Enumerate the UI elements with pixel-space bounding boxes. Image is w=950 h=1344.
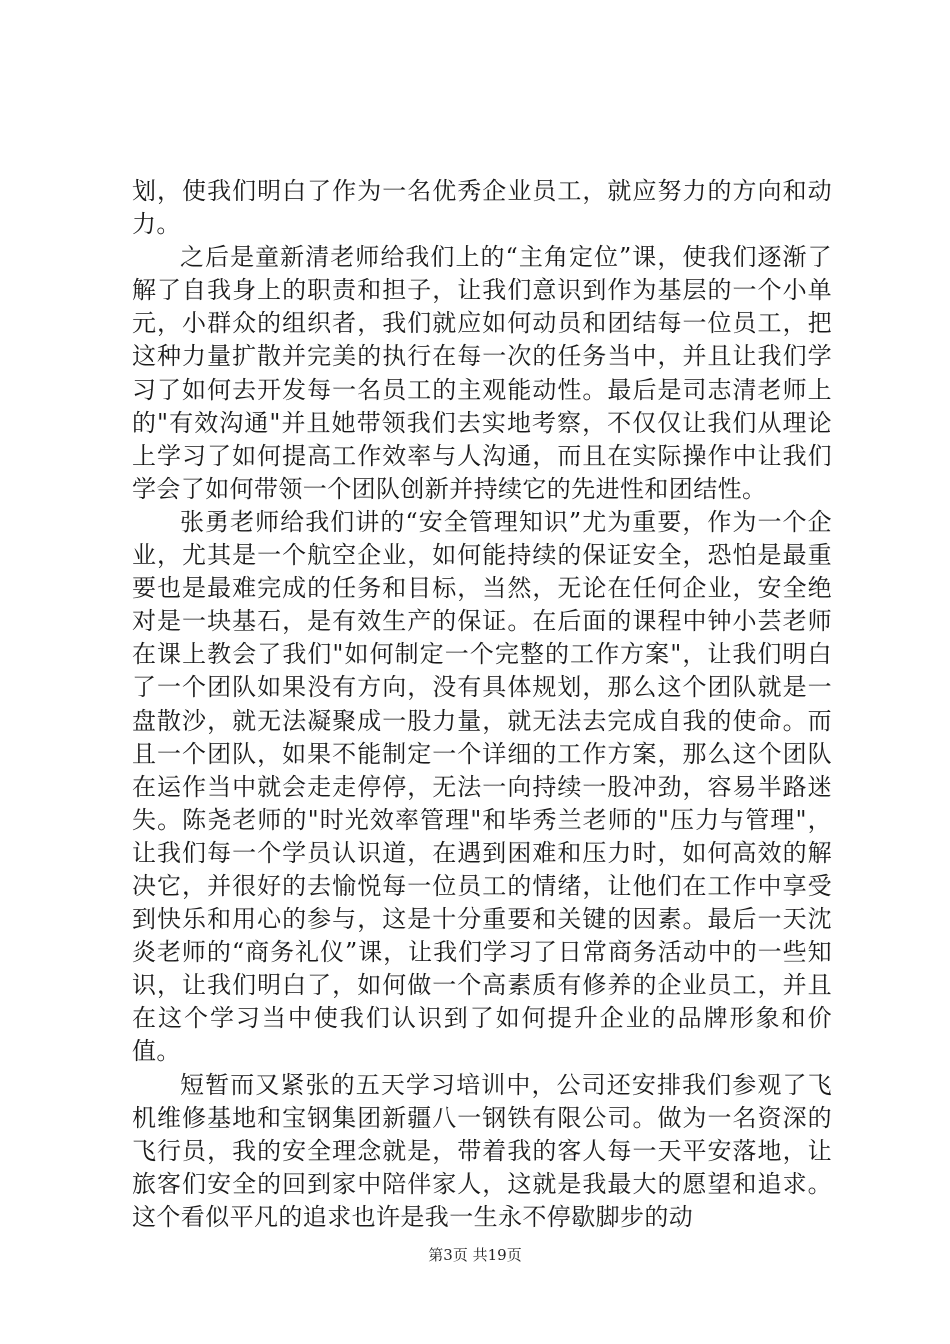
paragraph-1: 划，使我们明白了作为一名优秀企业员工，就应努力的方向和动力。 [132,177,832,239]
page-footer: 第3页 共19页 [428,1246,522,1264]
paragraph-3: 张勇老师给我们讲的“安全管理知识”尤为重要，作为一个企业，尤其是一个航空企业，如何能持续的保证安全，恐怕是最重要也是最难完成的任务和目标，当然，无论在任何企业，安全绝对是一块基石，是有效生产的保证。在后面的课程中钟小芸老师在课上教会了我们"如何制定一个完整的工作方案"，让我们明白了一个团队如果没有方向，没有具体规划，那么这个团队就是一盘散沙，就无法凝聚成一股力量，就无法去完成自我的使命。而且一个团队，如果不能制定一个详细的工作方案，那么这个团队在运作当中就会走走停停，无法一向持续一股冲劲，容易半路迷失。陈尧老师的"时光效率管理"和毕秀兰老师的"压力与管理"，让我们每一个学员认识道，在遇到困难和压力时，如何高效的解决它，并很好的去愉悦每一位员工的情绪，让他们在工作中享受到快乐和用心的参与，这是十分重要和关键的因素。最后一天沈炎老师的“商务礼仪”课，让我们学习了日常商务活动中的一些知识，让我们明白了，如何做一个高素质有修养的企业员工，并且在这个学习当中使我们认识到了如何提升企业的品牌形象和价值。 [132,507,832,1066]
paragraph-2: 之后是童新清老师给我们上的“主角定位”课，使我们逐渐了解了自我身上的职责和担子，让我们意识到作为基层的一个小单元，小群众的组织者，我们就应如何动员和团结每一位员工，把这种力量扩散并完美的执行在每一次的任务当中，并且让我们学习了如何去开发每一名员工的主观能动性。最后是司志清老师上的"有效沟通"并且她带领我们去实地考察，不仅仅让我们从理论上学习了如何提高工作效率与人沟通，而且在实际操作中让我们学会了如何带领一个团队创新并持续它的先进性和团结性。 [132,243,832,503]
document-body [132,175,832,1234]
paragraph-4: 短暂而又紧张的五天学习培训中，公司还安排我们参观了飞机维修基地和宝钢集团新疆八一钢铁有限公司。做为一名资深的飞行员，我的安全理念就是，带着我的客人每一天平安落地，让旅客们安全的回到家中陪伴家人，这就是我最大的愿望和追求。这个看似平凡的追求也许是我一生永不停歇脚步的动 [132,1070,832,1231]
